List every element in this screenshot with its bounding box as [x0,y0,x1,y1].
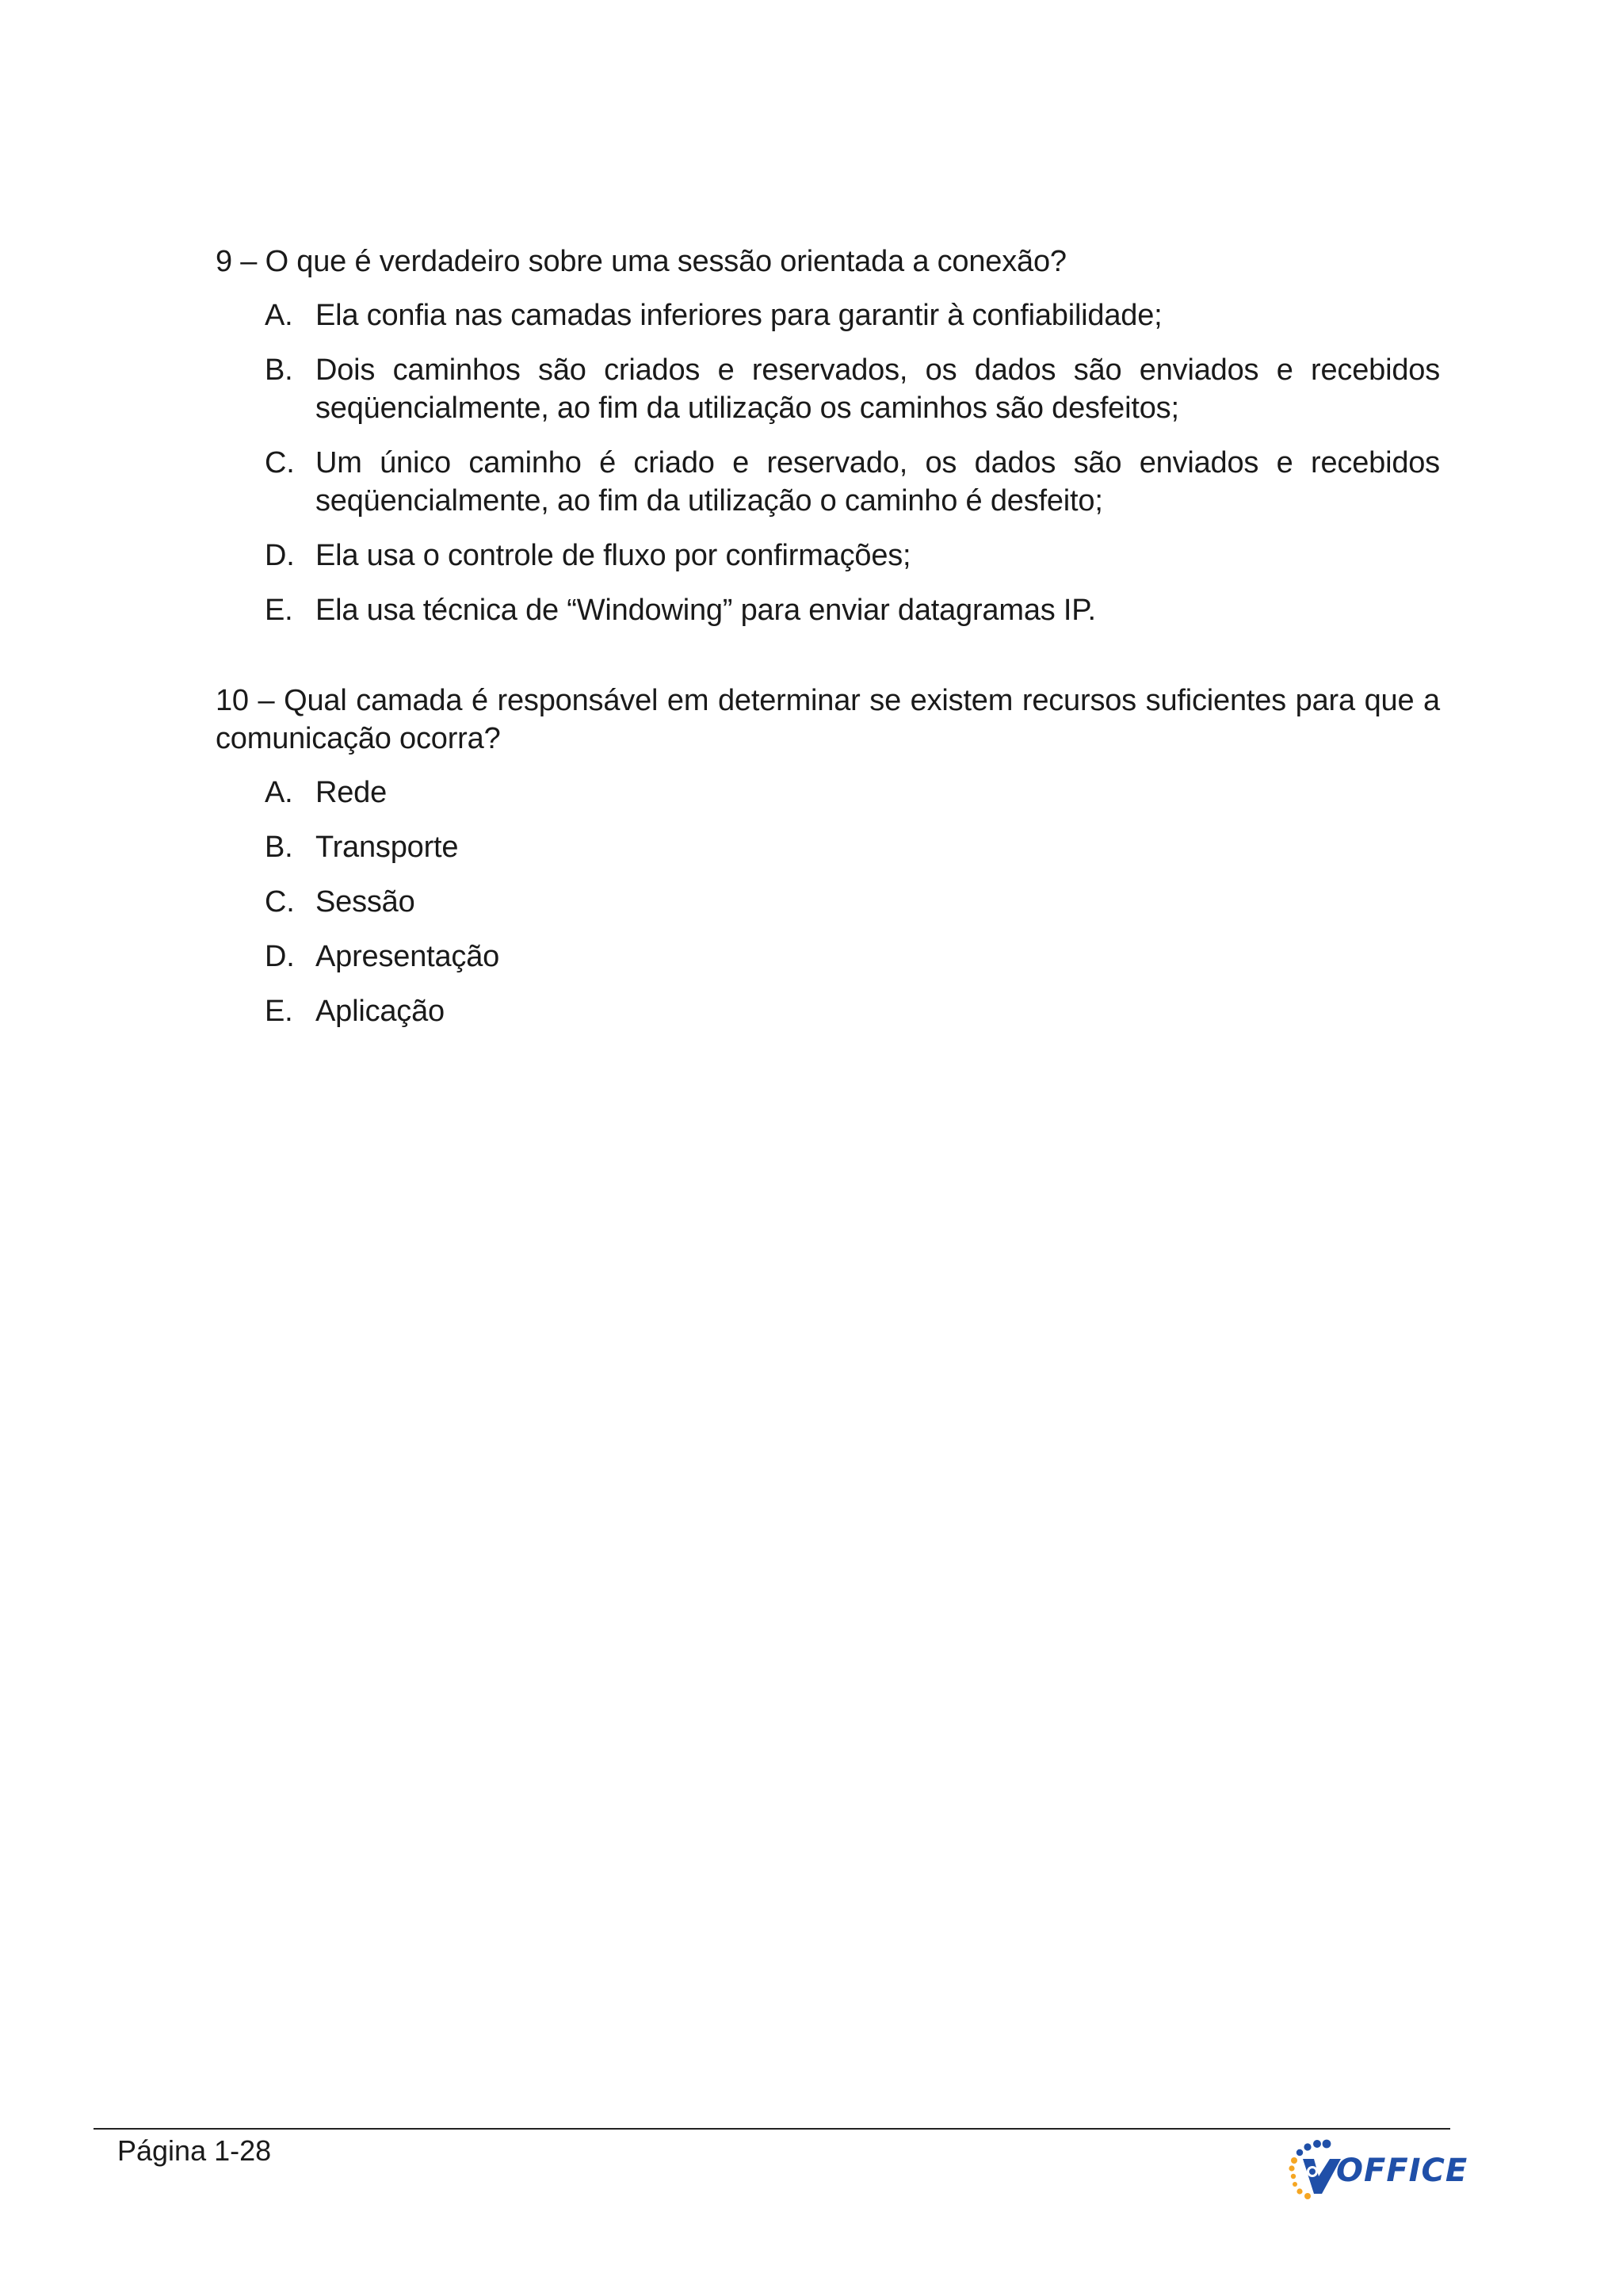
question-9-option-b [216,351,1440,427]
option-letter: C. [265,446,295,479]
option-text: Ela confia nas camadas inferiores para garantir à confiabilidade; [315,299,1163,332]
question-9-option-c [216,444,1440,520]
page-number: Página 1-28 [117,2134,272,2167]
option-text: Ela usa técnica de “Windowing” para enviar datagramas IP. [315,594,1096,627]
question-9-option-a [216,296,1440,334]
option-letter: B. [265,831,293,864]
option-letter: E. [265,594,293,627]
option-text: Ela usa o controle de fluxo por confirmações; [315,539,911,572]
option-letter: C. [265,885,295,919]
question-10-option-a [216,774,1440,812]
question-9-block [216,243,1440,629]
option-letter: D. [265,940,295,973]
question-9-option-d [216,537,1440,575]
question-9-options [216,296,1440,629]
question-9-text: 9 – O que é verdadeiro sobre uma sessão orientada a conexão? [216,245,1067,278]
option-text: Aplicação [315,995,445,1028]
option-text: Rede [315,776,388,809]
question-10-option-b [216,828,1440,866]
question-9-option-e [216,591,1440,629]
option-text: Sessão [315,885,415,919]
question-10-option-c [216,883,1440,921]
option-text: Transporte [315,831,459,864]
option-letter: B. [265,353,293,387]
logo-wordmark: OFFICE [1336,2153,1468,2189]
option-letter: E. [265,995,293,1028]
option-text: Um único caminho é criado e reservado, os dados são enviados e recebidos seqüencialmente, ao fim da utilização o caminho é desfeito; [315,446,1440,518]
option-letter: D. [265,539,295,572]
question-10-options [216,774,1440,1030]
option-letter: A. [265,776,293,809]
option-text: Apresentação [315,940,500,973]
question-10-option-e [216,992,1440,1030]
question-10-text: 10 – Qual camada é responsável em determinar se existem recursos suficientes para que a comunicação ocorra? [216,684,1440,755]
question-10-option-d [216,938,1440,976]
v-office-logo [1284,2130,1468,2210]
question-10-block [216,682,1440,1030]
footer-divider [94,2128,1450,2130]
option-text: Dois caminhos são criados e reservados, os dados são enviados e recebidos seqüencialmente, ao fim da utilização os caminhos são desfeitos; [315,353,1440,425]
option-letter: A. [265,299,293,332]
page-content [216,243,1440,1047]
